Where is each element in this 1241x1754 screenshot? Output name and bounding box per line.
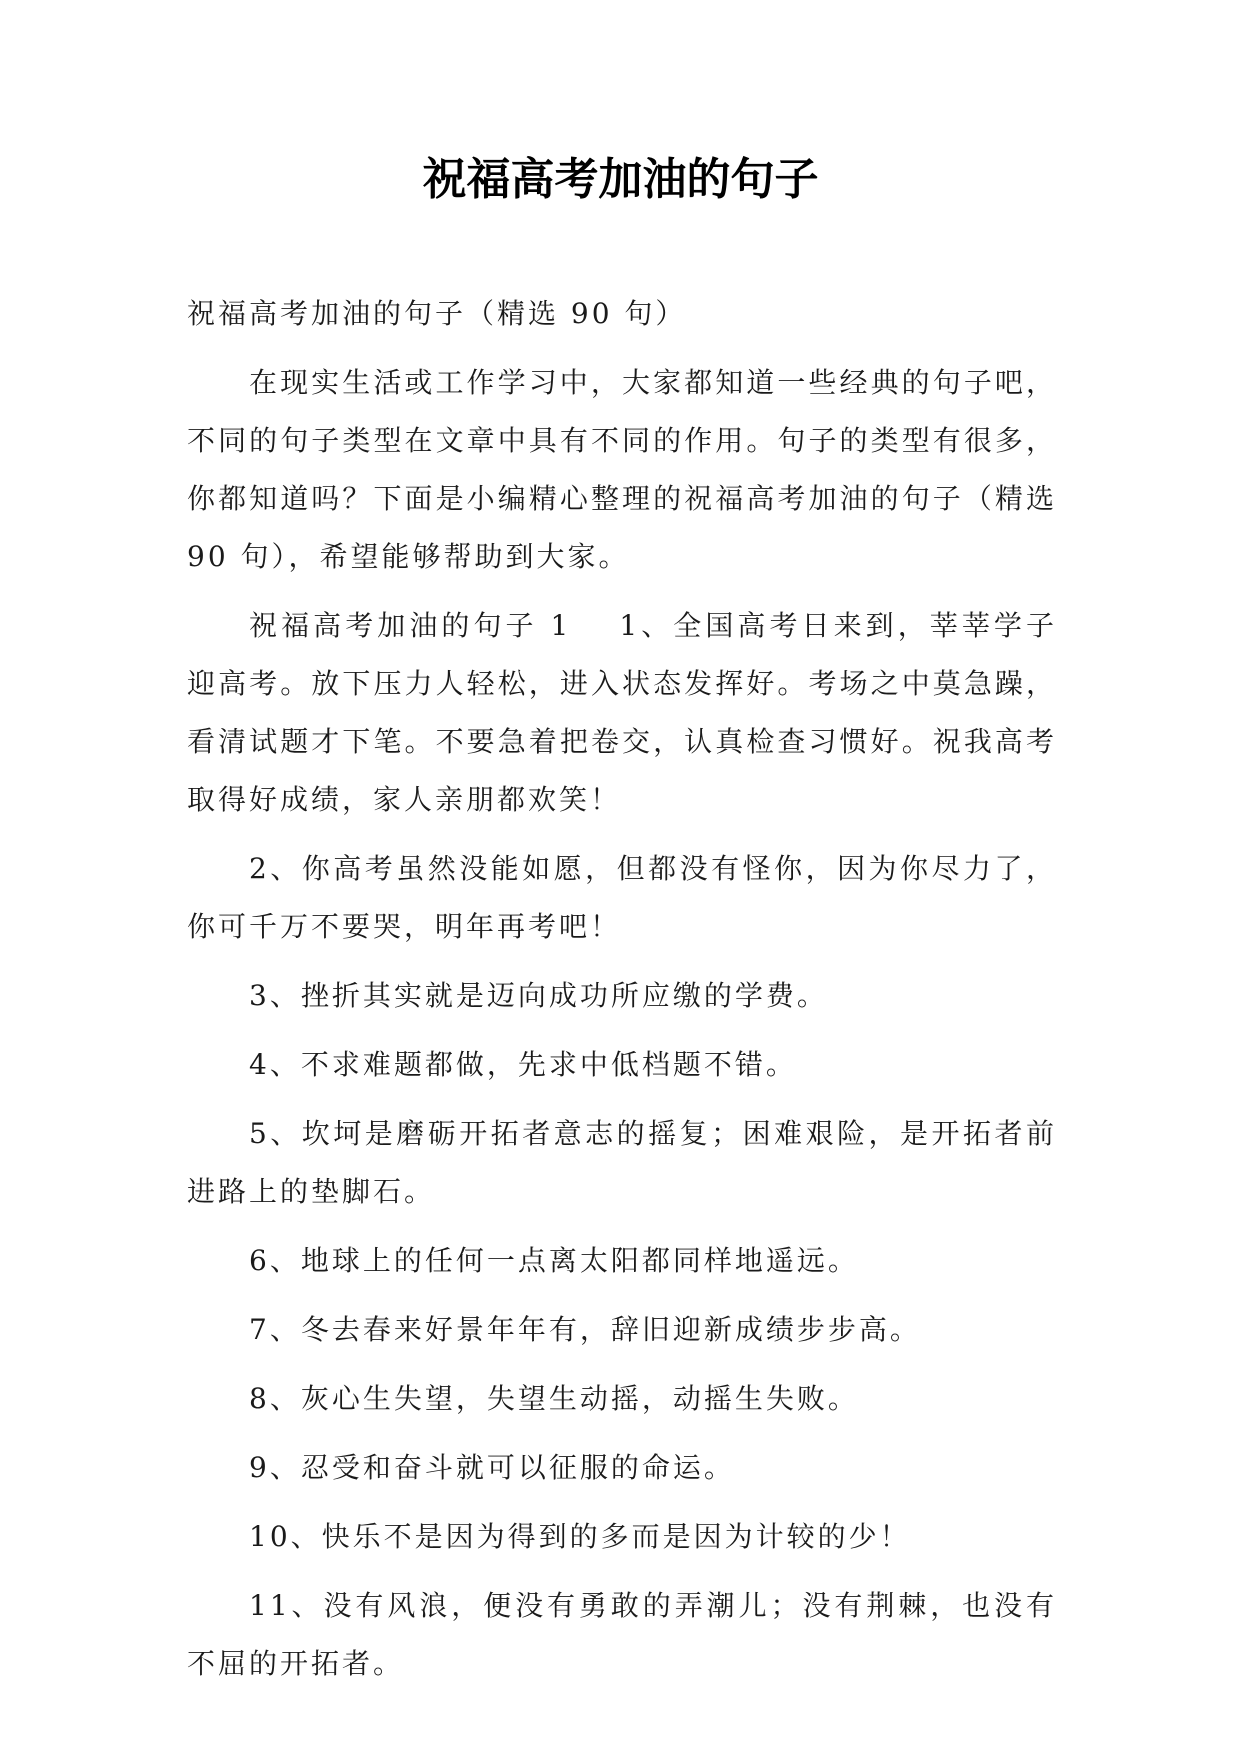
section-paragraph xyxy=(187,597,1057,829)
sentence-item: 11、没有风浪，便没有勇敢的弄潮儿；没有荆棘，也没有不屈的开拓者。 xyxy=(187,1589,1057,1680)
sentence-item: 10、快乐不是因为得到的多而是因为计较的少！ xyxy=(249,1520,911,1553)
section-heading: 祝福高考加油的句子 1 xyxy=(249,609,572,642)
sentence-item: 3、挫折其实就是迈向成功所应缴的学费。 xyxy=(249,979,828,1012)
sentence-item: 7、冬去春来好景年年有，辞旧迎新成绩步步高。 xyxy=(249,1313,921,1346)
sentence-item: 5、坎坷是磨砺开拓者意志的摇复；困难艰险，是开拓者前进路上的垫脚石。 xyxy=(187,1117,1057,1208)
sentence-item: 6、地球上的任何一点离太阳都同样地遥远。 xyxy=(249,1244,859,1277)
sentence-item: 8、灰心生失望，失望生动摇，动摇生失败。 xyxy=(249,1382,859,1415)
document-body xyxy=(187,285,1057,1704)
sentence-item: 1、全国高考日来到，莘莘学子迎高考。放下压力人轻松，进入状态发挥好。考场之中莫急躁，看清试题才下笔。不要急着把卷交，认真检查习惯好。祝我高考取得好成绩，家人亲朋都欢笑！ xyxy=(187,609,1057,816)
document-subtitle: 祝福高考加油的句子（精选 90 句） xyxy=(187,297,687,330)
sentence-item: 4、不求难题都做，先求中低档题不错。 xyxy=(249,1048,797,1081)
intro-paragraph: 在现实生活或工作学习中，大家都知道一些经典的句子吧，不同的句子类型在文章中具有不同的作用。句子的类型有很多，你都知道吗？下面是小编精心整理的祝福高考加油的句子（精选 90 句），希望能够帮助到大家。 xyxy=(187,366,1057,573)
document-title: 祝福高考加油的句子 xyxy=(422,154,819,205)
sentence-item: 2、你高考虽然没能如愿，但都没有怪你，因为你尽力了，你可千万不要哭，明年再考吧！ xyxy=(187,852,1057,943)
sentence-item: 9、忍受和奋斗就可以征服的命运。 xyxy=(249,1451,735,1484)
